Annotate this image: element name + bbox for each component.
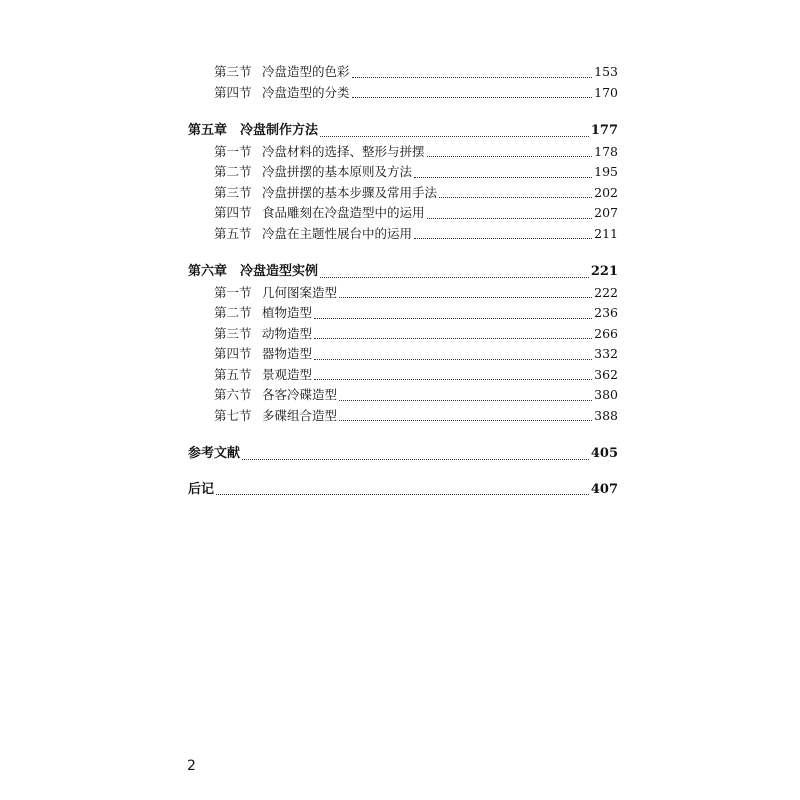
page-number: 362 [594, 366, 618, 382]
dot-leader [320, 277, 589, 278]
toc-afterword [188, 480, 618, 501]
page-number: 170 [594, 84, 618, 100]
section-number: 第二节 [214, 305, 252, 320]
page-number: 236 [594, 305, 618, 320]
toc-entry-ch6-sec3 [188, 324, 618, 345]
section-title: 冷盘材料的选择、整形与拼摆 [262, 143, 425, 159]
page-number: 207 [594, 205, 618, 220]
chapter-title: 冷盘制作方法 [240, 123, 319, 138]
section-title: 冷盘拼摆的基本步骤及常用手法 [262, 184, 438, 200]
section-number: 第六节 [214, 387, 252, 402]
dot-leader [427, 218, 593, 219]
section-title: 冷盘造型的色彩 [262, 64, 350, 79]
dot-leader [339, 297, 592, 298]
toc-entry-ch5-sec5 [188, 224, 618, 245]
page-number: 388 [594, 407, 618, 423]
page-number: 405 [590, 446, 618, 461]
page-number: 177 [590, 123, 618, 138]
page-folio: 2 [187, 758, 196, 774]
chapter-number: 第五章 [188, 123, 228, 138]
page-number: 332 [594, 346, 618, 361]
dot-leader [314, 318, 592, 319]
dot-leader [414, 238, 592, 239]
page-number: 222 [594, 284, 618, 300]
section-title: 器物造型 [262, 346, 313, 361]
dot-leader [339, 400, 592, 401]
table-of-contents [188, 62, 618, 500]
section-title: 动物造型 [262, 325, 313, 341]
toc-entry-ch5-sec3 [188, 183, 618, 204]
section-number: 第五节 [214, 225, 252, 241]
section-number: 第四节 [214, 346, 252, 361]
toc-entry-ch6-sec7 [188, 406, 618, 427]
section-number: 第四节 [214, 84, 252, 100]
section-title: 各客冷碟造型 [262, 387, 338, 402]
dot-leader [314, 379, 592, 380]
section-title: 冷盘拼摆的基本原则及方法 [262, 164, 413, 179]
page-number: 195 [594, 164, 618, 179]
toc-entry-ch5-sec4 [188, 203, 618, 224]
page-number: 407 [590, 481, 618, 497]
dot-leader [242, 459, 589, 460]
section-title: 多碟组合造型 [262, 407, 338, 423]
section-number: 第三节 [214, 325, 252, 341]
dot-leader [314, 338, 592, 339]
section-number: 第四节 [214, 205, 252, 220]
dot-leader [314, 359, 592, 360]
dot-leader [427, 156, 593, 157]
page-number: 211 [594, 225, 618, 241]
section-title: 冷盘造型的分类 [262, 84, 350, 100]
dot-leader [439, 197, 592, 198]
chapter-number: 第六章 [188, 264, 228, 279]
toc-entry-ch5-sec2 [188, 162, 618, 183]
toc-entry-ch4-sec3 [188, 62, 618, 83]
dot-leader [352, 77, 593, 78]
page-number: 153 [594, 64, 618, 79]
toc-entry-ch4-sec4 [188, 83, 618, 104]
section-number: 第五节 [214, 366, 252, 382]
toc-entry-ch6-sec2 [188, 303, 618, 324]
section-title: 景观造型 [262, 366, 313, 382]
section-number: 第七节 [214, 407, 252, 423]
page-number: 380 [594, 387, 618, 402]
section-number: 第三节 [214, 184, 252, 200]
toc-chapter-6 [188, 262, 618, 283]
toc-entry-ch6-sec6 [188, 385, 618, 406]
toc-entry-ch6-sec5 [188, 365, 618, 386]
dot-leader [339, 420, 592, 421]
section-title: 食品雕刻在冷盘造型中的运用 [262, 205, 425, 220]
toc-references [188, 444, 618, 465]
dot-leader [352, 97, 593, 98]
section-title: 几何图案造型 [262, 284, 338, 300]
section-number: 第二节 [214, 164, 252, 179]
chapter-title: 冷盘造型实例 [240, 264, 319, 279]
section-number: 第一节 [214, 143, 252, 159]
references-title: 参考文献 [188, 446, 241, 461]
dot-leader [414, 177, 592, 178]
section-title: 植物造型 [262, 305, 313, 320]
toc-entry-ch5-sec1 [188, 142, 618, 163]
dot-leader [216, 494, 589, 495]
toc-chapter-5 [188, 121, 618, 142]
page-number: 178 [594, 143, 618, 159]
page-number: 266 [594, 325, 618, 341]
page-number: 202 [594, 184, 618, 200]
section-title: 冷盘在主题性展台中的运用 [262, 225, 413, 241]
section-number: 第一节 [214, 284, 252, 300]
dot-leader [320, 136, 589, 137]
toc-entry-ch6-sec4 [188, 344, 618, 365]
afterword-title: 后记 [188, 481, 215, 497]
page-number: 221 [590, 264, 618, 279]
toc-entry-ch6-sec1 [188, 283, 618, 304]
section-number: 第三节 [214, 64, 252, 79]
